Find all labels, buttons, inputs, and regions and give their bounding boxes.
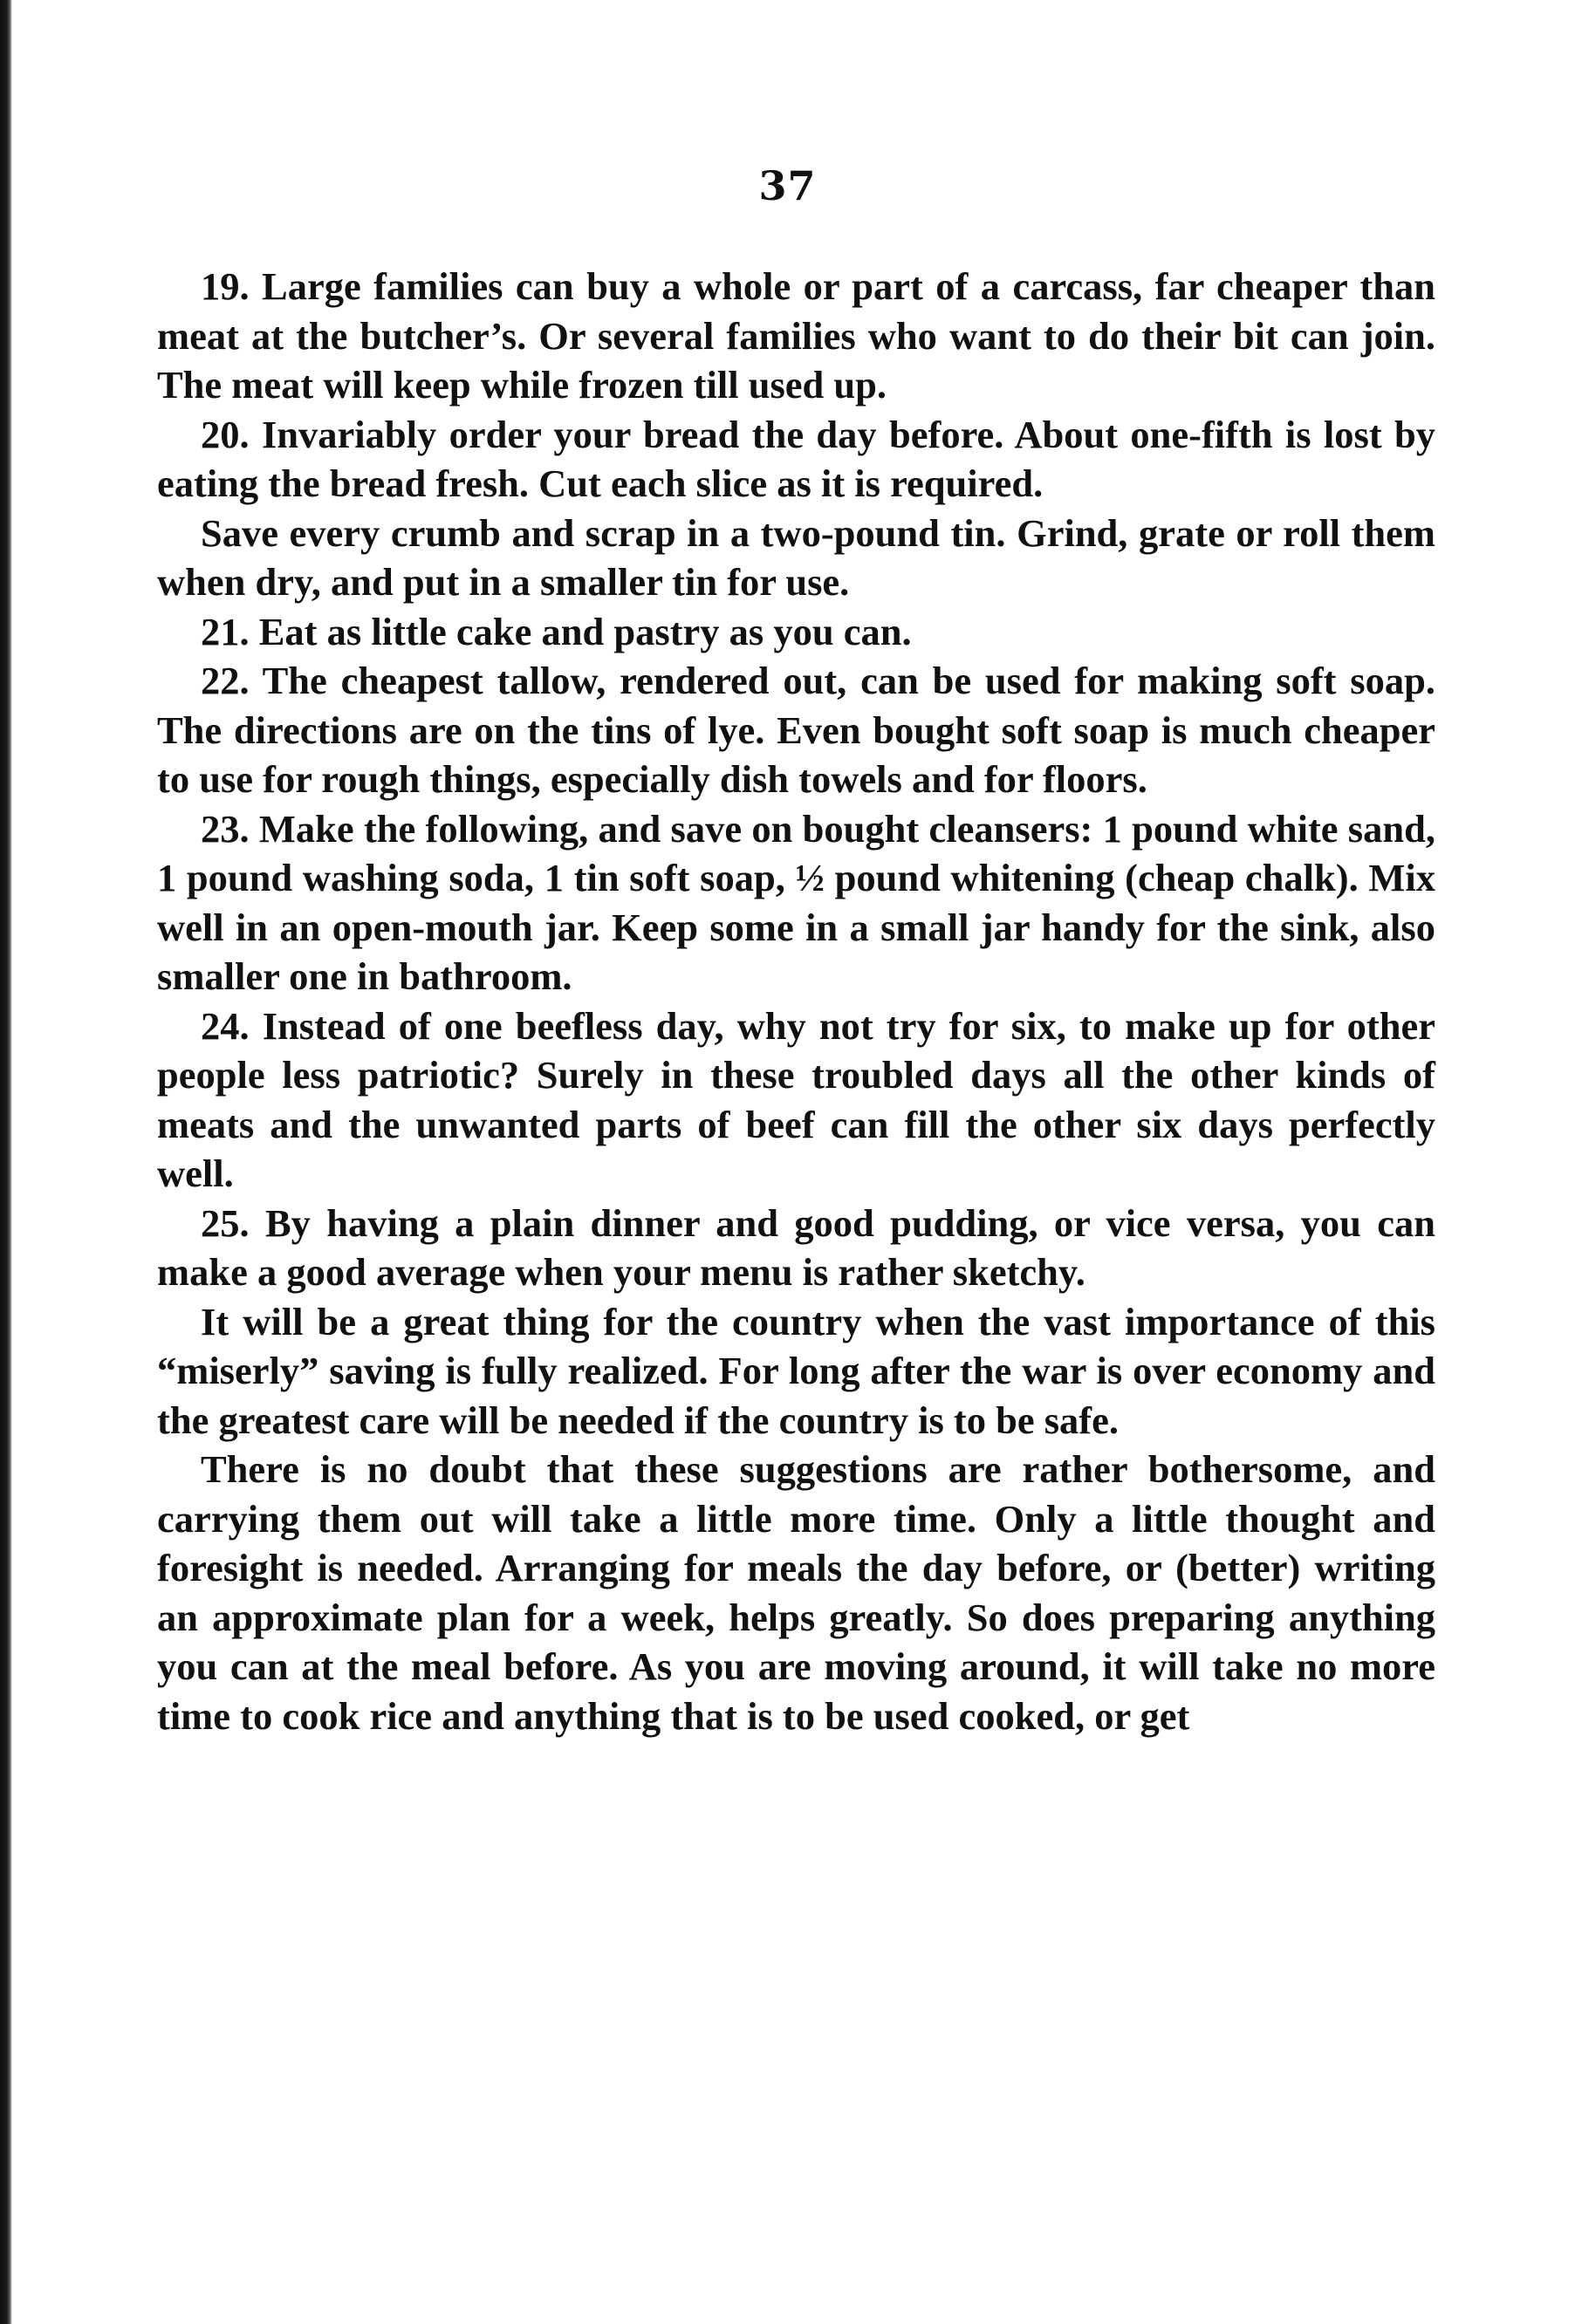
paragraph-conclusion-1: It will be a great thing for the country when the vast importance of this “miserly” saving is fully realized. For long after the war is over economy and the greatest care will be needed if the country is to be safe.: [157, 1299, 1435, 1442]
paragraph-22: 22. The cheapest tallow, rendered out, can be used for making soft soap. The directions are on the tins of lye. Even bought soft soap is much cheaper to use for rough things, especially dish towels and for floors.: [157, 659, 1435, 801]
binding-edge: [0, 0, 12, 2324]
body-text: [157, 262, 1435, 1740]
paragraph-20: 20. Invariably order your bread the day before. About one-fifth is lost by eating the bread fresh. Cut each slice as it is required.: [157, 412, 1435, 505]
paragraph-20-continued: Save every crumb and scrap in a two-pound tin. Grind, grate or roll them when dry, and put in a smaller tin for use.: [157, 510, 1435, 604]
paragraph-19: 19. Large families can buy a whole or part of a carcass, far cheaper than meat at the butcher’s. Or several families who want to do their bit can join. The meat will keep while frozen till used up.: [157, 264, 1435, 407]
paragraph-23: 23. Make the following, and save on bought cleansers: 1 pound white sand, 1 pound washing soda, 1 tin soft soap, ½ pound whitening (cheap chalk). Mix well in an open-mouth jar. Keep some in a small jar handy for the sink, also smaller one in bathroom.: [157, 806, 1435, 998]
paragraph-21: 21. Eat as little cake and pastry as you can.: [201, 609, 912, 653]
paragraph-24: 24. Instead of one beefless day, why not try for six, to make up for other people less patriotic? Surely in these troubled days all the other kinds of meats and the unwanted parts of beef can fill the other six days perfectly well.: [157, 1003, 1435, 1195]
page-number: 37: [758, 162, 817, 209]
paragraph-25: 25. By having a plain dinner and good pudding, or vice versa, you can make a good average when your menu is rather sketchy.: [157, 1200, 1435, 1294]
paragraph-conclusion-2: There is no doubt that these suggestions are rather bothersome, and carrying them out will take a little more time. Only a little thought and foresight is needed. Arranging for meals the day before, or (better) writing an approximate plan for a week, helps greatly. So does preparing anything you can at the meal before. As you are moving around, it will take no more time to cook rice and anything that is to be used cooked, or get: [157, 1447, 1435, 1738]
